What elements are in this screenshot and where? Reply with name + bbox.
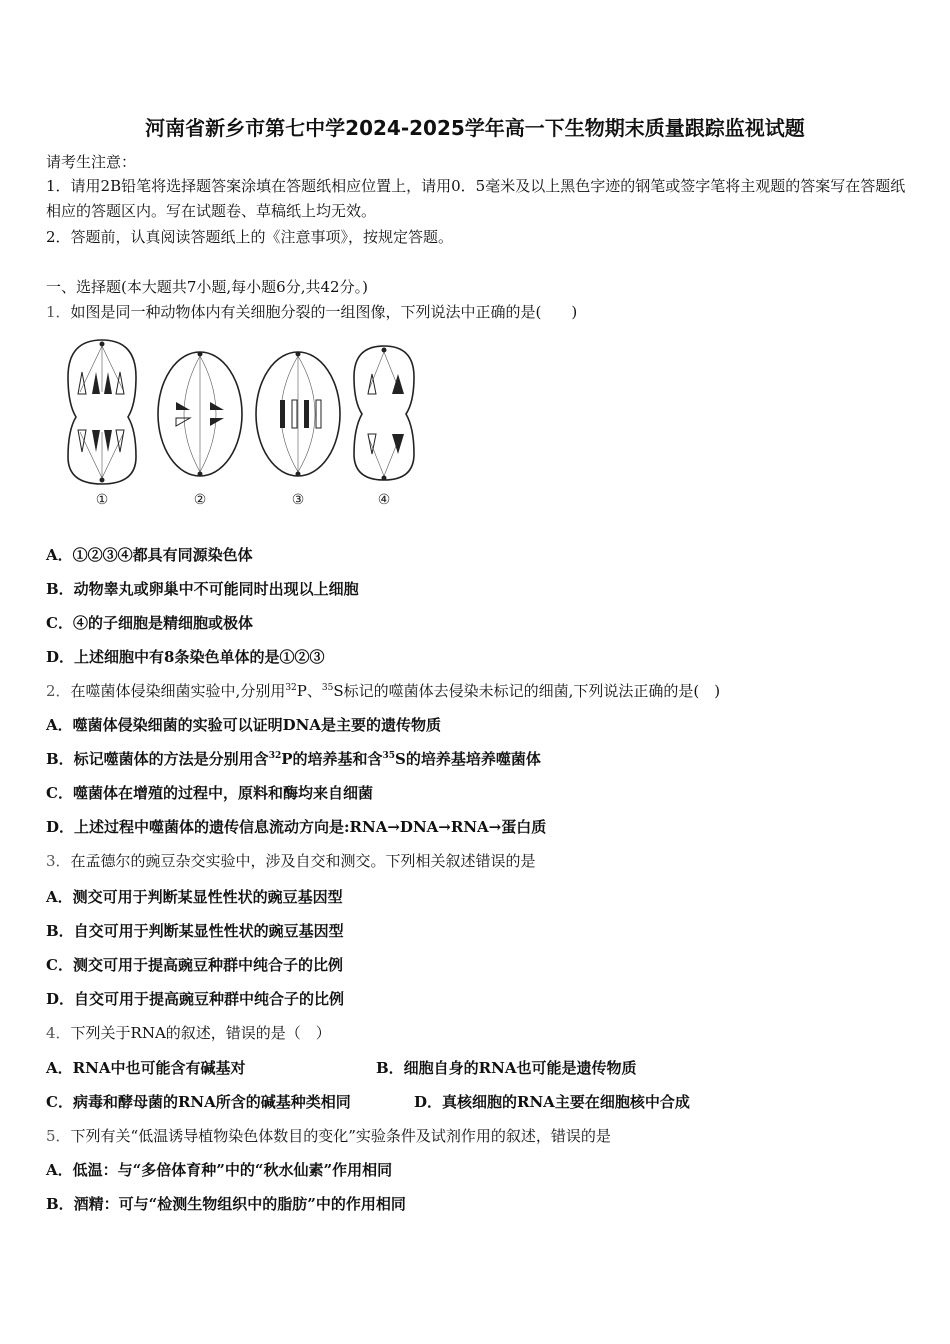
figure-label-2: ② [193,492,207,508]
q2-option-b [46,748,906,769]
q5-option-b: B．酒精：可与“检测生物组织中的脂肪”中的作用相同 [46,1195,406,1213]
figure-label-4: ④ [377,492,391,508]
q2-option-a: A．噬菌体侵染细菌的实验可以证明DNA是主要的遗传物质 [46,716,441,734]
cell-division-figure [58,332,418,512]
q4-option-b: B．细胞自身的RNA也可能是遗传物质 [376,1059,637,1077]
question-3-stem [46,850,906,871]
option-text: P的培养基和含 [281,750,383,768]
superscript: 32 [285,683,297,693]
question-number: 4． [46,1024,71,1042]
q2-option-c: C．噬菌体在增殖的过程中，原料和酶均来自细菌 [46,784,373,802]
q3-option-c: C．测交可用于提高豌豆种群中纯合子的比例 [46,956,343,974]
q1-option-c: C．④的子细胞是精细胞或极体 [46,614,253,632]
question-number: 3． [46,852,71,870]
question-text: S标记的噬菌体去侵染未标记的细菌,下列说法正确的是( ) [333,682,721,700]
question-text: P、 [296,682,322,700]
q3-option-a: A．测交可用于判断某显性性状的豌豆基因型 [46,888,343,906]
question-text: 在噬菌体侵染细菌实验中,分别用 [70,682,286,700]
question-text: 如图是同一种动物体内有关细胞分裂的一组图像，下列说法中正确的是( ) [70,303,578,321]
question-2-stem [46,680,906,701]
q1-option-b: B．动物睾丸或卵巢中不可能同时出现以上细胞 [46,580,359,598]
question-text: 在孟德尔的豌豆杂交实验中，涉及自交和测交。下列相关叙述错误的是 [70,852,536,870]
option-text: B．标记噬菌体的方法是分别用含 [46,750,269,768]
question-number: 1． [46,303,71,321]
q4-option-d: D．真核细胞的RNA主要在细胞核中合成 [414,1093,690,1111]
figure-label-1: ① [95,492,109,508]
section-heading: 一、选择题(本大题共7小题,每小题6分,共42分。) [46,278,368,296]
page-title: 河南省新乡市第七中学2024-2025学年高一下生物期末质量跟踪监视试题 [145,116,805,140]
superscript: 35 [321,683,334,693]
question-text: 下列有关“低温诱导植物染色体数目的变化”实验条件及试剂作用的叙述，错误的是 [70,1127,611,1145]
q1-option-d: D．上述细胞中有8条染色单体的是①②③ [46,648,325,666]
question-1-stem [46,301,906,322]
q1-option-a: A．①②③④都具有同源染色体 [46,546,253,564]
figure-label-3: ③ [291,492,305,508]
superscript: 32 [268,751,282,761]
question-4-stem [46,1022,906,1043]
q4-option-c: C．病毒和酵母菌的RNA所含的碱基种类相同 [46,1093,351,1111]
cell-4-outline [354,346,414,480]
notice-item-2: 2．答题前，认真阅读答题纸上的《注意事项》，按规定答题。 [46,228,454,246]
q3-option-b: B．自交可用于判断某显性性状的豌豆基因型 [46,922,344,940]
q5-option-a: A．低温：与“多倍体育种”中的“秋水仙素”作用相同 [46,1161,393,1179]
superscript: 35 [382,751,396,761]
q3-option-d: D．自交可用于提高豌豆种群中纯合子的比例 [46,990,345,1008]
notice-item-1: 1．请用2B铅笔将选择题答案涂填在答题纸相应位置上，请用0．5毫米及以上黑色字迹的钢笔或签字笔将主观题的答案写在答题纸相应的答题区内。写在试题卷、草稿纸上均无效。 [46,177,906,220]
question-5-stem [46,1125,906,1146]
q2-option-d: D．上述过程中噬菌体的遗传信息流动方向是:RNA→DNA→RNA→蛋白质 [46,818,547,836]
option-text: S的培养基培养噬菌体 [395,750,541,768]
notice-heading: 请考生注意： [46,153,137,171]
q4-option-a: A．RNA中也可能含有碱基对 [46,1059,246,1077]
question-number: 5． [46,1127,71,1145]
question-text: 下列关于RNA的叙述，错误的是（ ） [70,1024,331,1042]
question-number: 2． [46,682,71,700]
